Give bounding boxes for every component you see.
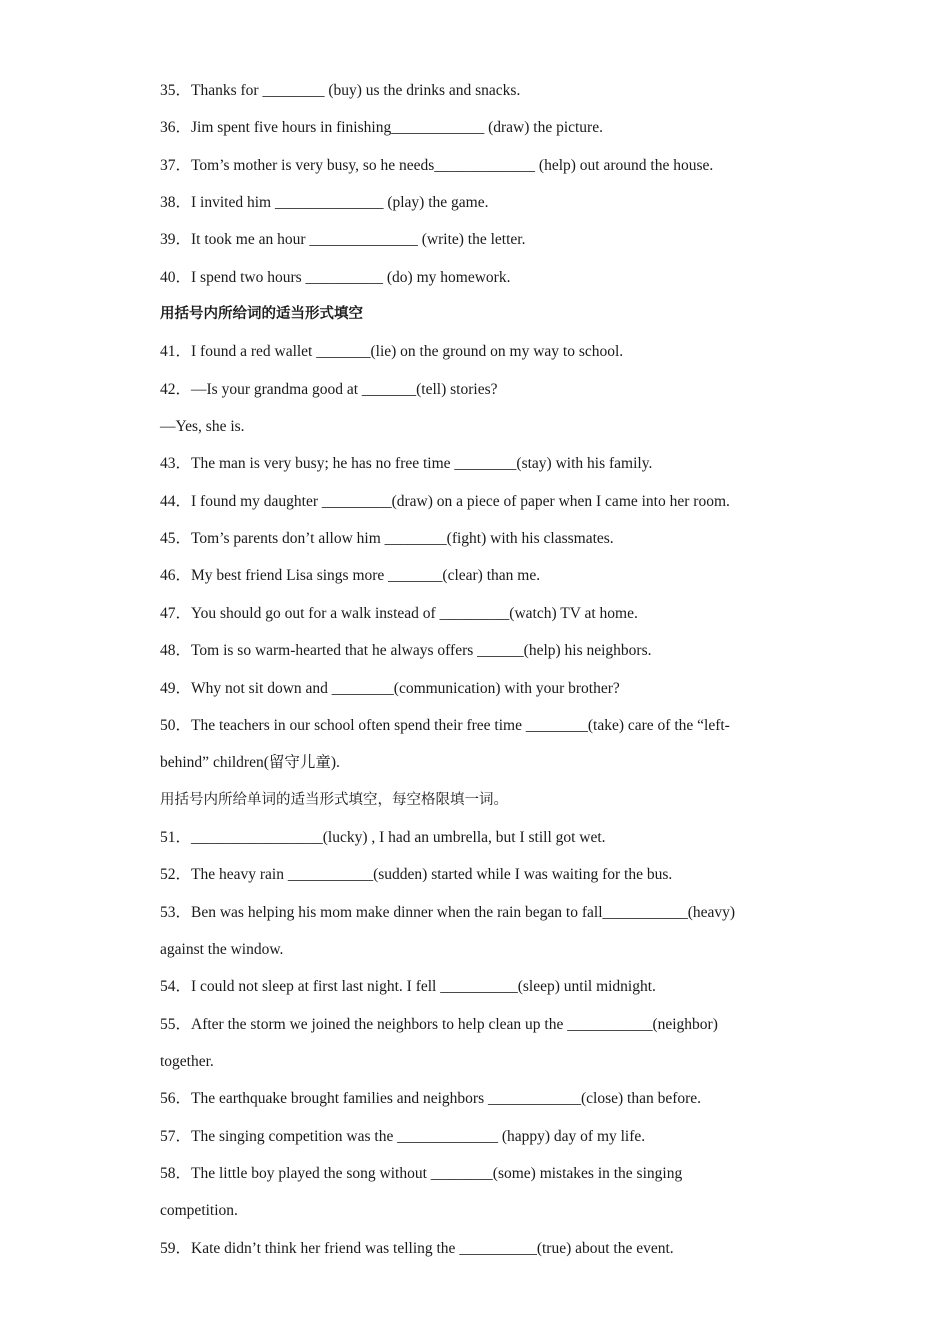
exercise-line-49: 49．Why not sit down and ________(communication) with your brother? bbox=[160, 679, 620, 697]
exercise-line-42-answer: —Yes, she is. bbox=[160, 418, 245, 436]
exercise-line-43: 43．The man is very busy; he has no free time ________(stay) with his family. bbox=[160, 455, 653, 473]
exercise-line-35: 35．Thanks for ________ (buy) us the drinks and snacks. bbox=[160, 82, 521, 99]
exercise-line-55-continued: together. bbox=[160, 1052, 214, 1070]
exercise-line-40: 40．I spend two hours __________ (do) my homework. bbox=[160, 268, 511, 286]
exercise-line-41: 41．I found a red wallet _______(lie) on the ground on my way to school. bbox=[160, 343, 624, 361]
exercise-line-50: 50．The teachers in our school often spend their free time ________(take) care of the “left- bbox=[160, 716, 730, 734]
exercise-line-52: 52．The heavy rain ___________(sudden) started while I was waiting for the bus. bbox=[160, 866, 673, 884]
exercise-line-56: 56．The earthquake brought families and neighbors ____________(close) than before. bbox=[160, 1090, 702, 1108]
exercise-line-47: 47．You should go out for a walk instead of _________(watch) TV at home. bbox=[160, 604, 638, 622]
exercise-line-58: 58．The little boy played the song without ________(some) mistakes in the singing bbox=[160, 1164, 683, 1182]
section-instruction: 用括号内所给单词的适当形式填空，每空格限填一词。 bbox=[160, 791, 508, 808]
exercise-line-48: 48．Tom is so warm-hearted that he always offers ______(help) his neighbors. bbox=[160, 642, 652, 660]
exercise-line-57: 57．The singing competition was the _____________ (happy) day of my life. bbox=[160, 1127, 646, 1145]
exercise-line-54: 54．I could not sleep at first last night. I fell __________(sleep) until midnight. bbox=[160, 978, 656, 996]
exercise-line-58-continued: competition. bbox=[160, 1202, 238, 1220]
exercise-line-44: 44．I found my daughter _________(draw) on a piece of paper when I came into her room. bbox=[160, 492, 730, 510]
exercise-line-42: 42．—Is your grandma good at _______(tell) stories? bbox=[160, 380, 498, 398]
exercise-line-59: 59．Kate didn’t think her friend was telling the __________(true) about the event. bbox=[160, 1239, 674, 1257]
exercise-line-46: 46．My best friend Lisa sings more _______(clear) than me. bbox=[160, 567, 541, 585]
exercise-line-50-continued: behind” children(留守儿童). bbox=[160, 754, 340, 772]
exercise-line-39: 39．It took me an hour ______________ (write) the letter. bbox=[160, 231, 526, 249]
exercise-line-51: 51．_________________(lucky) , I had an umbrella, but I still got wet. bbox=[160, 828, 606, 846]
exercise-line-36: 36．Jim spent five hours in finishing____________ (draw) the picture. bbox=[160, 119, 603, 137]
exercise-line-53-continued: against the window. bbox=[160, 940, 284, 958]
exercise-line-37: 37．Tom’s mother is very busy, so he needs_____________ (help) out around the house. bbox=[160, 156, 714, 174]
exercise-line-53: 53．Ben was helping his mom make dinner when the rain began to fall___________(heavy) bbox=[160, 903, 736, 921]
worksheet-page bbox=[160, 72, 800, 1267]
section-heading: 用括号内所给词的适当形式填空 bbox=[160, 306, 363, 323]
exercise-line-38: 38．I invited him ______________ (play) the game. bbox=[160, 194, 489, 212]
exercise-line-45: 45．Tom’s parents don’t allow him ________(fight) with his classmates. bbox=[160, 530, 614, 548]
exercise-line-55: 55．After the storm we joined the neighbors to help clean up the ___________(neighbor) bbox=[160, 1015, 718, 1033]
